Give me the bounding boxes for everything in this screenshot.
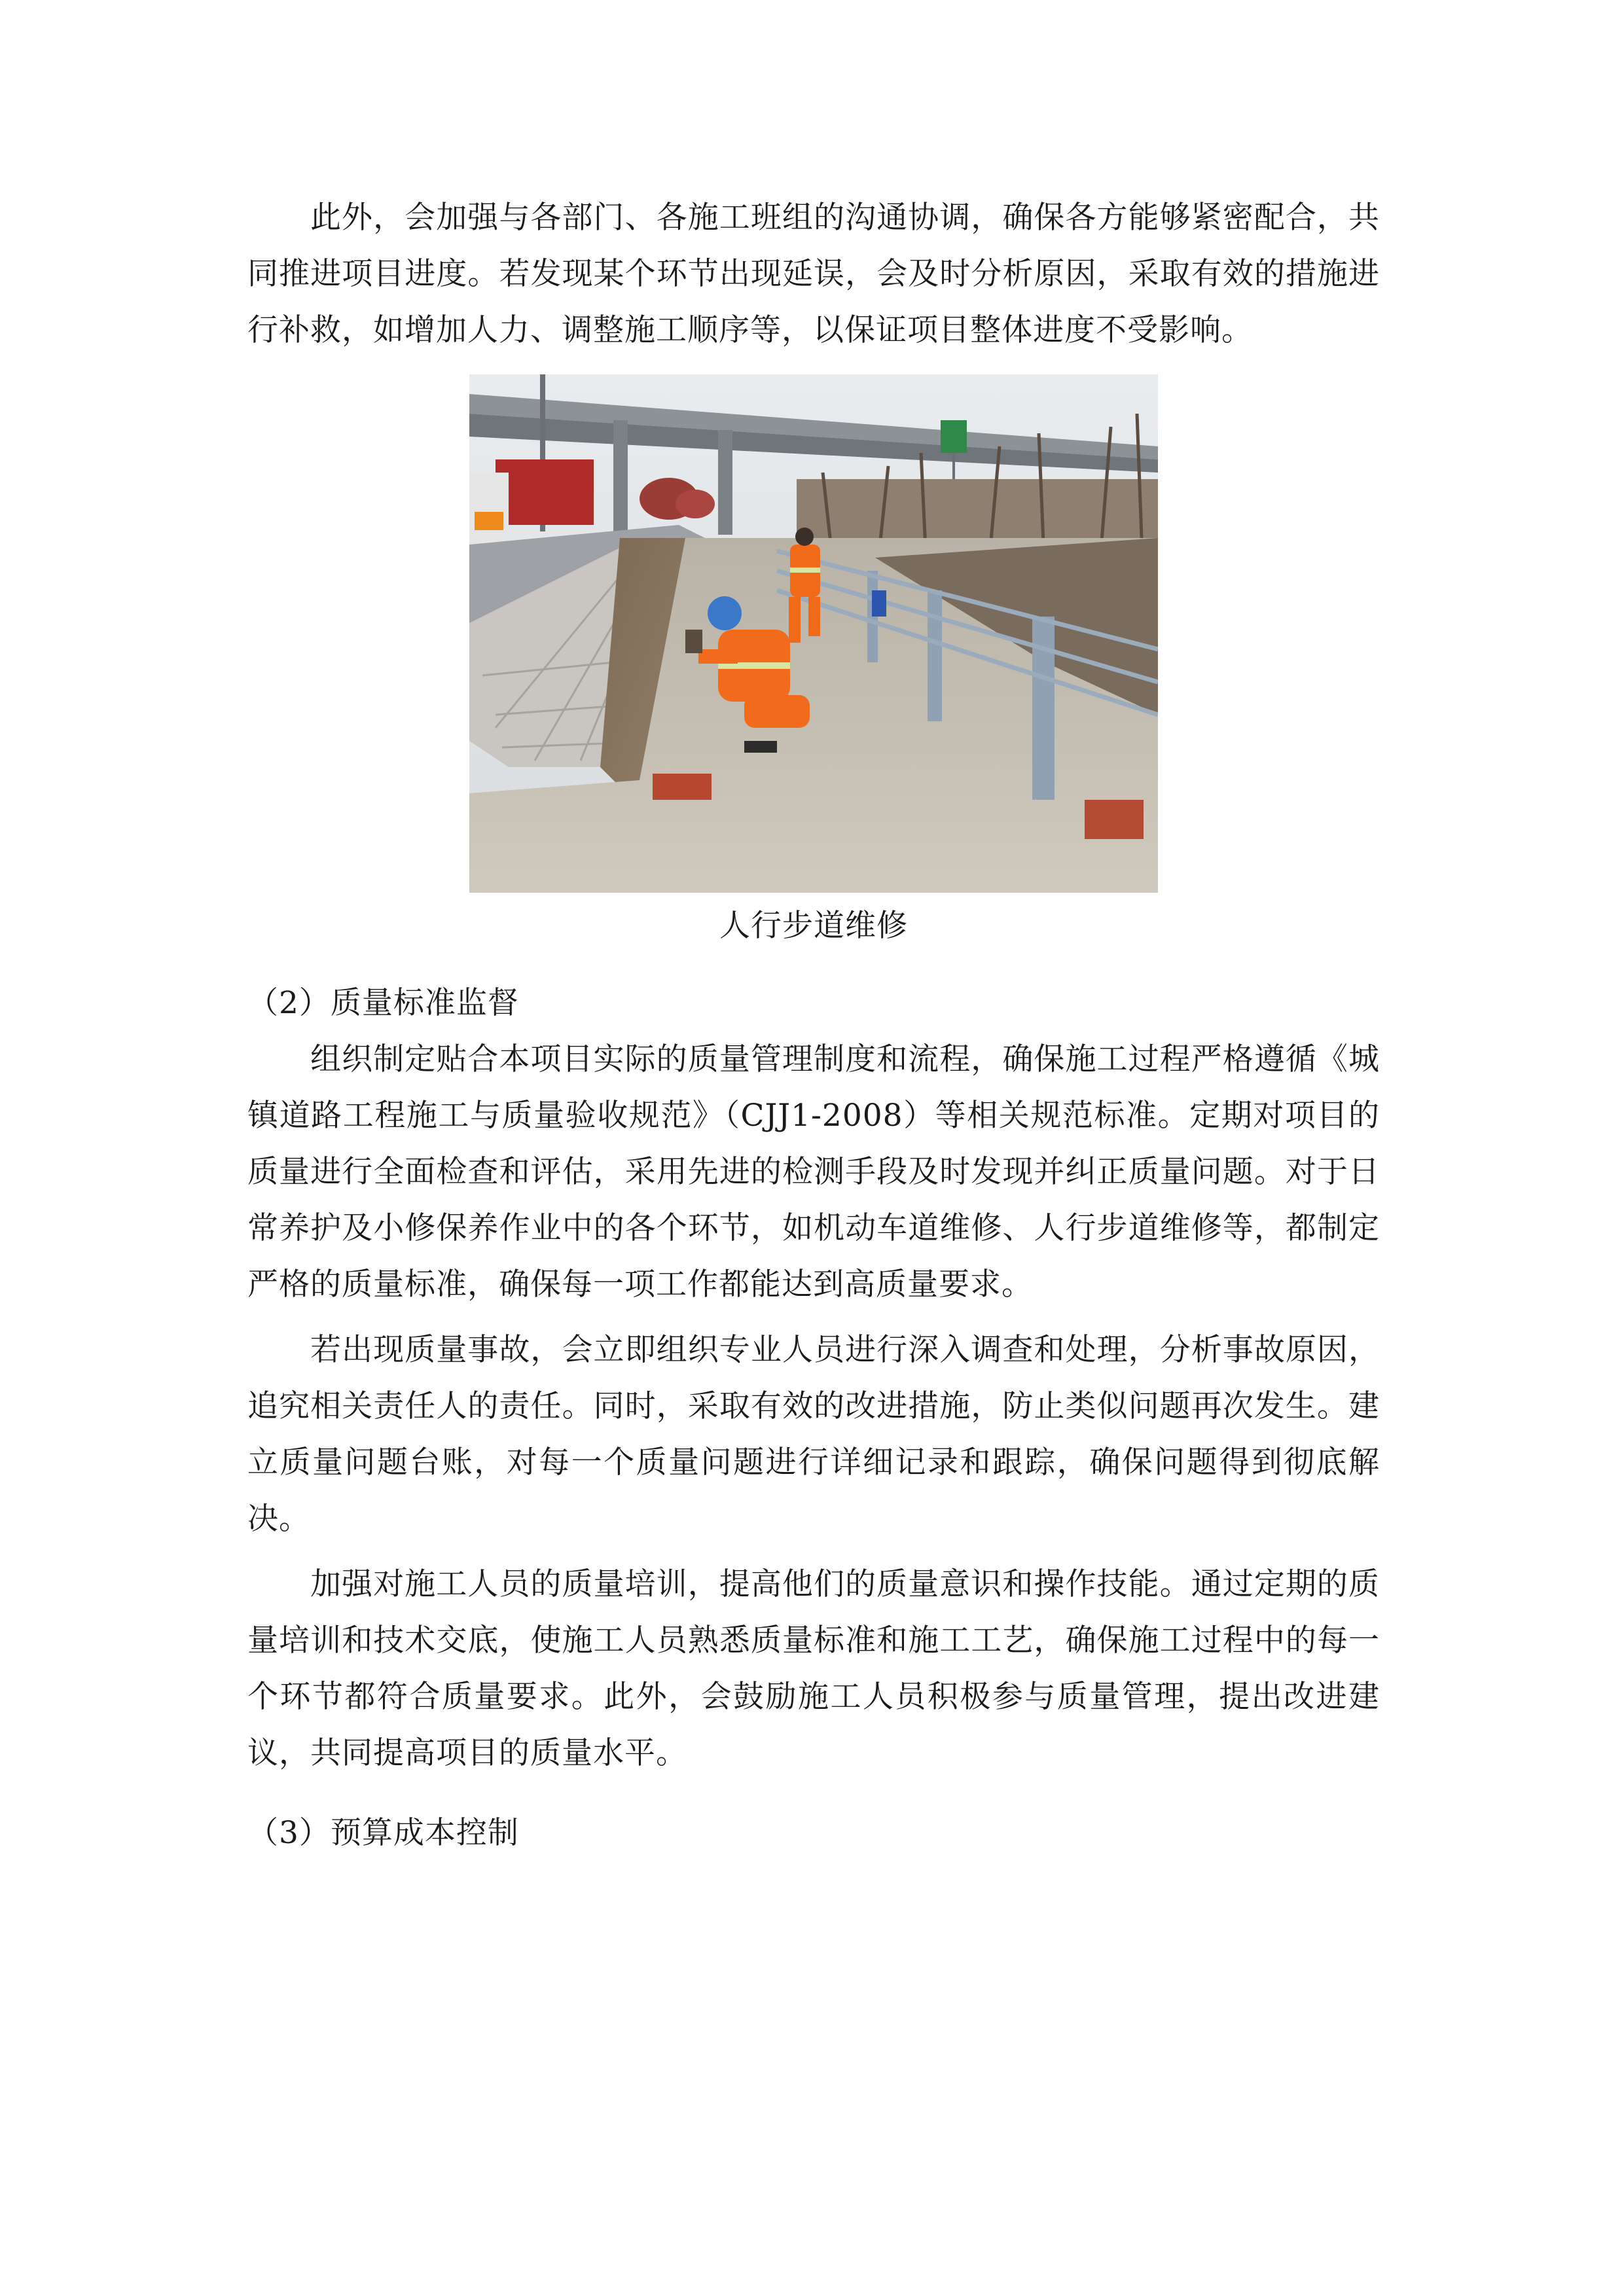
sidewalk-repair-photo xyxy=(469,374,1158,893)
paragraph-quality-system: 组织制定贴合本项目实际的质量管理制度和流程，确保施工过程严格遵循《城镇道路工程施工与质量验收规范》（CJJ1-2008）等相关规范标准。定期对项目的质量进行全面检查和评估，采用先进的检测手段及时发现并纠正质量问题。对于日常养护及小修保养作业中的各个环节，如机动车道维修、人行步道维修等，都制定严格的质量标准，确保每一项工作都能达到高质量要求。 xyxy=(247,1041,1380,1302)
document-page xyxy=(247,190,1380,1861)
section-heading-budget: （3）预算成本控制 xyxy=(247,1815,519,1851)
paragraph-quality-training: 加强对施工人员的质量培训，提高他们的质量意识和操作技能。通过定期的质量培训和技术交底，使施工人员熟悉质量标准和施工工艺，确保施工过程中的每一个环节都符合质量要求。此外，会鼓励施工人员积极参与质量管理，提出改进建议，共同提高项目的质量水平。 xyxy=(247,1566,1380,1771)
paragraph-quality-incident: 若出现质量事故，会立即组织专业人员进行深入调查和处理，分析事故原因，追究相关责任人的责任。同时，采取有效的改进措施，防止类似问题再次发生。建立质量问题台账，对每一个质量问题进行详细记录和跟踪，确保问题得到彻底解决。 xyxy=(247,1332,1380,1537)
paragraph-coordination: 此外，会加强与各部门、各施工班组的沟通协调，确保各方能够紧密配合，共同推进项目进度。若发现某个环节出现延误，会及时分析原因，采取有效的措施进行补救，如增加人力、调整施工顺序等，以保证项目整体进度不受影响。 xyxy=(247,200,1380,348)
figure-caption: 人行步道维修 xyxy=(719,908,908,944)
section-heading-quality: （2）质量标准监督 xyxy=(247,985,519,1021)
